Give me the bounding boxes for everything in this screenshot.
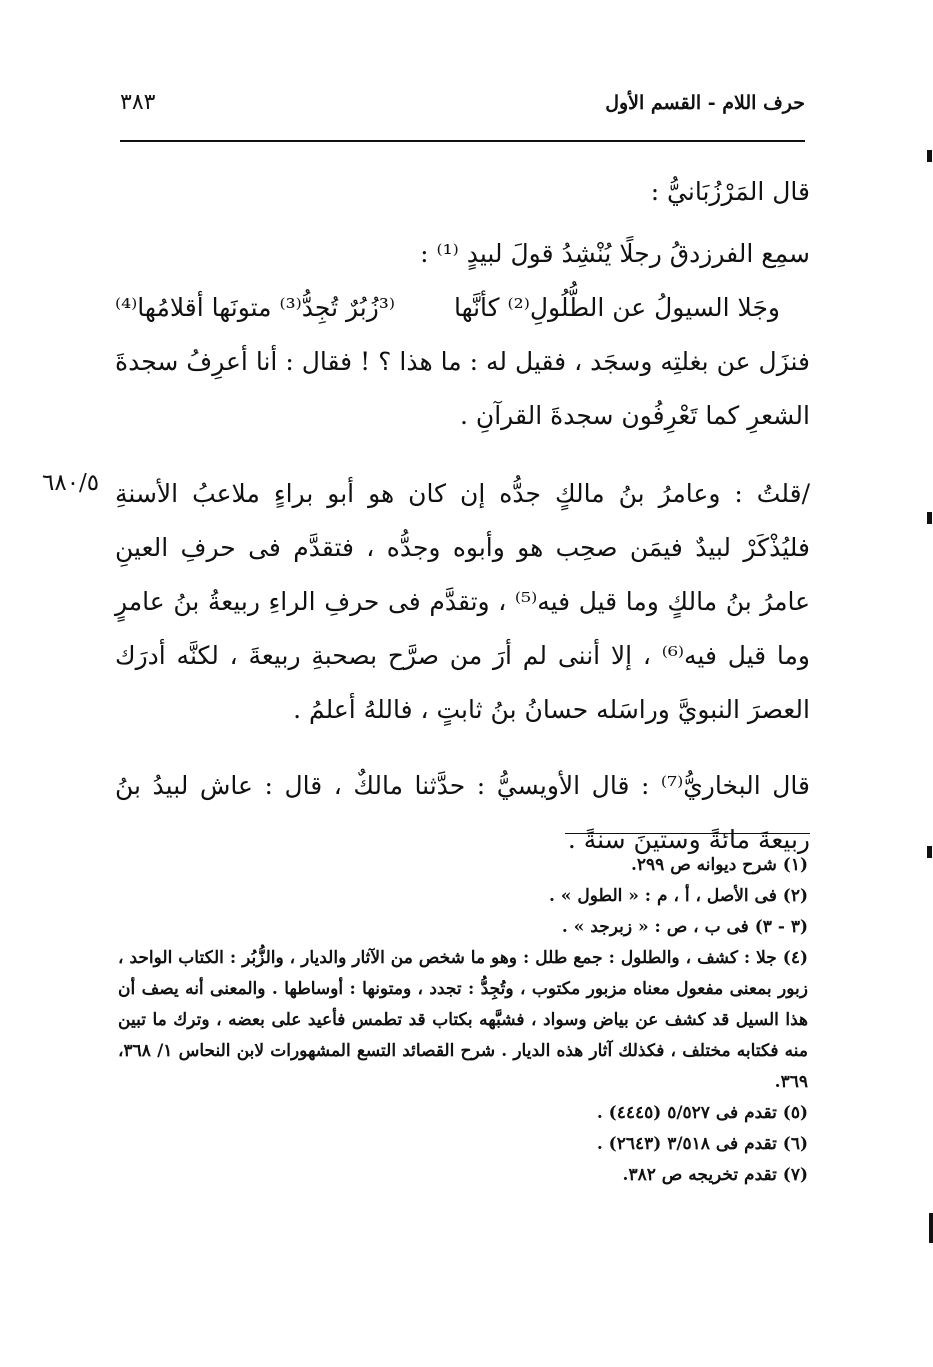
verse-first-hemistich: وجَلا السيولُ عن الطُّلُولِ⁽²⁾ كأنَّها [453,293,780,322]
paragraph: قال البخاريُّ⁽⁷⁾ : قال الأويسيُّ : حدَّثنا مالكٌ ، قال : عاش لبيدُ بنُ ربيعةَ مائةً وستينَ سنةً . [115,771,810,854]
footnote: (١) شرح ديوانه ص ٢٩٩. [630,855,808,875]
footnote-separator [565,833,810,834]
scan-edge-mark [927,512,932,524]
scan-edge-mark [927,150,932,162]
scan-edge-mark [927,846,932,858]
footnotes [118,850,808,1191]
main-text [115,165,810,867]
page-number: ٣٨٣ [120,90,156,115]
paragraph: /قلتُ : وعامرُ بنُ مالكٍ جدُّه إن كان هو أبو براءٍ ملاعبُ الأسنةِ فليُذْكَرْ لبيدٌ فيمَن صحِب هو وأبوه وجدُّه ، فتقدَّم فى حرفِ العينِ عامرُ بنُ مالكٍ وما قيل فيه⁽⁵⁾ ، وتقدَّم فى حرفِ الراءِ ربيعةُ بنُ عامرٍ وما قيل فيه⁽⁶⁾ ، إلا أننى لم أرَ من صرَّح بصحبةِ ربيعةَ ، لكنَّه أدرَك العصرَ النبويَّ وراسَله حسانُ بنُ ثابتٍ ، فاللهُ أعلمُ . [115,479,810,724]
footnote: (٣ - ٣) فى ب ، ص : « زبرجد » . [561,917,808,937]
paragraph: فنزَل عن بغلتِه وسجَد ، فقيل له : ما هذا ؟ ! فقال : أنا أعرِفُ سجدةَ الشعرِ كما تَعْرِفُون سجدةَ القرآنِ . [115,347,810,430]
poem-verse [115,281,810,335]
intro-line: قال المَرْزُبَانيُّ : [650,177,810,206]
footnote: (٢) فى الأصل ، أ ، م : « الطول » . [548,886,808,906]
footnote: (٥) تقدم فى ٥/٥٢٧ (٤٤٤٥) . [596,1103,808,1123]
verse-second-hemistich: ⁽³زُبُرٌ تُجِدُّ⁽³⁾ متونَها أقلامُها⁽⁴⁾ [115,293,395,322]
scan-edge-mark [929,1213,933,1243]
header-rule [120,140,805,142]
page-header [120,86,805,126]
narration-line: سمِع الفرزدقُ رجلًا يُنْشِدُ قولَ لبيدٍ ⁽¹⁾ : [420,239,810,268]
footnote: (٤) جلا : كشف ، والطلول : جمع طلل : وهو ما شخص من الآثار والديار ، والزُّبُر : الكتاب الواحد ، زبور بمعنى مفعول معناه مزبور مكتوب ، وتُجِدُّ : تجدد ، ومتونها : أوساطها . والمعنى أنه يصف أن هذا السيل قد كشف عن بياض وسواد ، فشبَّهه بكتاب قد تطمس فأعيد على بعضه ، وترك ما تبين منه فكتابه مختلف ، فكذلك آثار هذه الديار . شرح القصائد التسع المشهورات لابن النحاس ١/ ٣٦٨، ٣٦٩. [118,948,808,1092]
footnote: (٦) تقدم فى ٣/٥١٨ (٢٦٤٣) . [596,1134,808,1154]
footnote: (٧) تقدم تخريجه ص ٣٨٢. [622,1165,808,1185]
margin-reference: ٦٨٠/٥ [42,470,100,496]
running-title: حرف اللام - القسم الأول [605,92,805,114]
